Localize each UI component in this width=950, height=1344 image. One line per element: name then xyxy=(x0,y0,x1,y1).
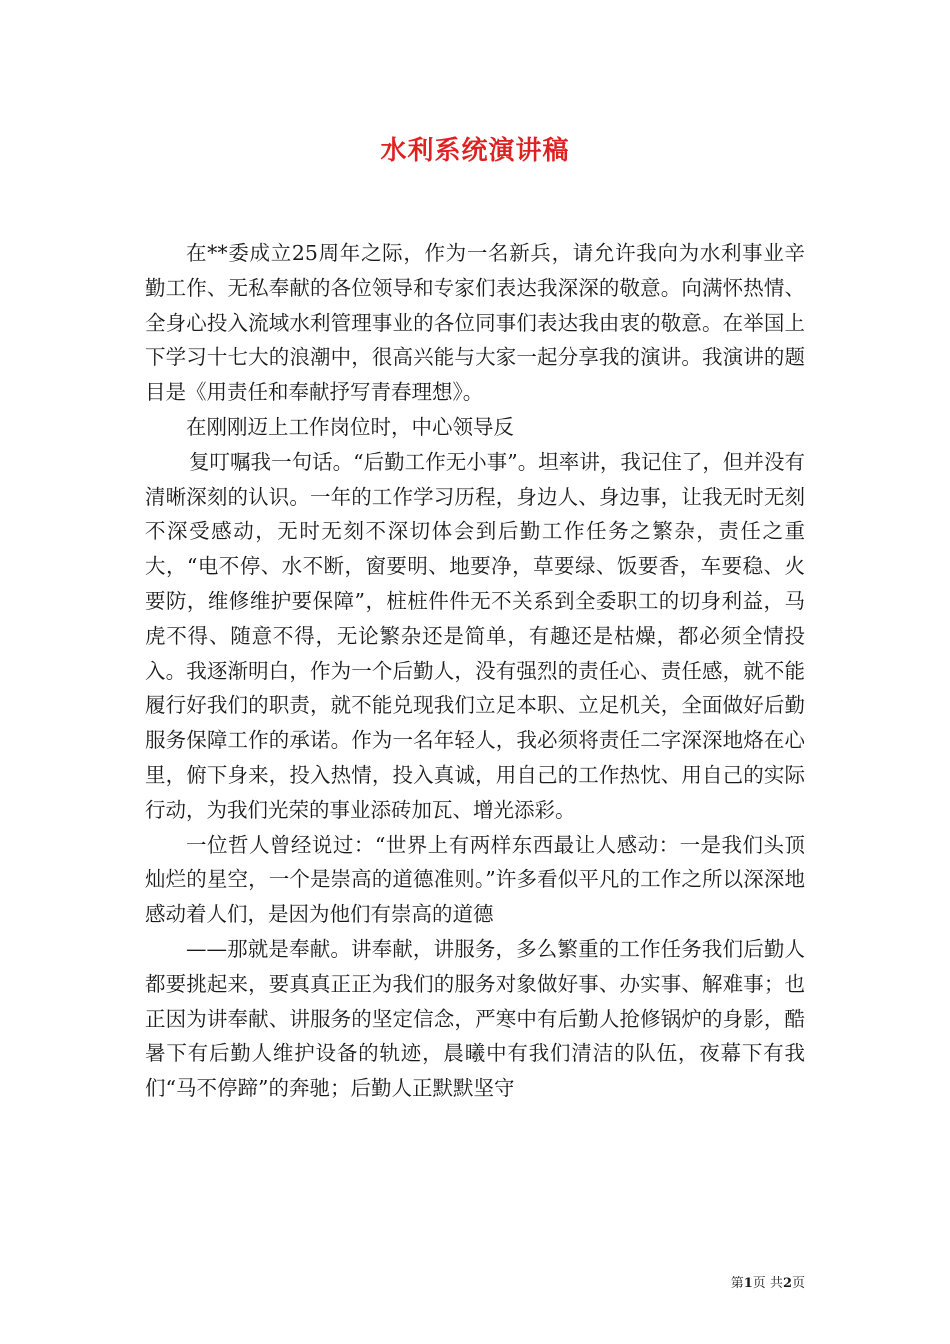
footer-total-pages: 2 xyxy=(782,1276,792,1291)
footer-middle: 页 共 xyxy=(752,1276,783,1291)
footer-current-page: 1 xyxy=(743,1276,753,1291)
footer-prefix: 第 xyxy=(730,1276,744,1291)
paragraph-first-job: 在刚刚迈上工作岗位时，中心领导反 xyxy=(186,414,514,439)
paragraph-responsibility: 复叮嘱我一句话。“后勤工作无小事”。坦率讲，我记住了，但并没有清晰深刻的认识。一年的工作学习历程，身边人、身边事，让我无时无刻不深受感动，无时无刻不深切体会到后勤工作任务之繁杂，责任之重大，“电不停、水不断，窗要明、地要净，草要绿、饭要香，车要稳、火要防，维修维护要保障”，桩桩件件无不关系到全委职工的切身利益，马虎不得、随意不得，无论繁杂还是简单，有趣还是枯燥，都必须全情投入。我逐渐明白，作为一个后勤人，没有强烈的责任心、责任感，就不能履行好我们的职责，就不能兑现我们立足本职、立足机关，全面做好后勤服务保障工作的承诺。作为一名年轻人，我必须将责任二字深深地烙在心里，俯下身来，投入热情，投入真诚，用自己的工作热忱、用自己的实际行动，为我们光荣的事业添砖加瓦、增光添彩。 xyxy=(145,449,805,822)
paragraph-dedication: ——那就是奉献。讲奉献，讲服务，多么繁重的工作任务我们后勤人都要挑起来，要真真正正为我们的服务对象做好事、办实事、解难事；也正因为讲奉献、讲服务的坚定信念，严寒中有后勤人抢修锅炉的身影，酷暑下有后勤人维护设备的轨迹，晨曦中有我们清洁的队伍，夜幕下有我们“马不停蹄”的奔驰；后勤人正默默坚守 xyxy=(145,936,805,1101)
page-number-footer xyxy=(731,1272,805,1291)
paragraph-philosopher: 一位哲人曾经说过：“世界上有两样东西最让人感动：一是我们头顶灿烂的星空，一个是崇高的道德准则。”许多看似平凡的工作之所以深深地感动着人们，是因为他们有崇高的道德 xyxy=(145,832,805,927)
footer-suffix: 页 xyxy=(791,1276,805,1291)
paragraph-intro: 在**委成立25周年之际，作为一名新兵，请允许我向为水利事业辛勤工作、无私奉献的各位领导和专家们表达我深深的敬意。向满怀热情、全身心投入流域水利管理事业的各位同事们表达我由衷的敬意。在举国上下学习十七大的浪潮中，很高兴能与大家一起分享我的演讲。我演讲的题目是《用责任和奉献抒写青春理想》。 xyxy=(145,241,805,405)
document-body xyxy=(145,236,805,1106)
document-title: 水利系统演讲稿 xyxy=(380,136,570,166)
